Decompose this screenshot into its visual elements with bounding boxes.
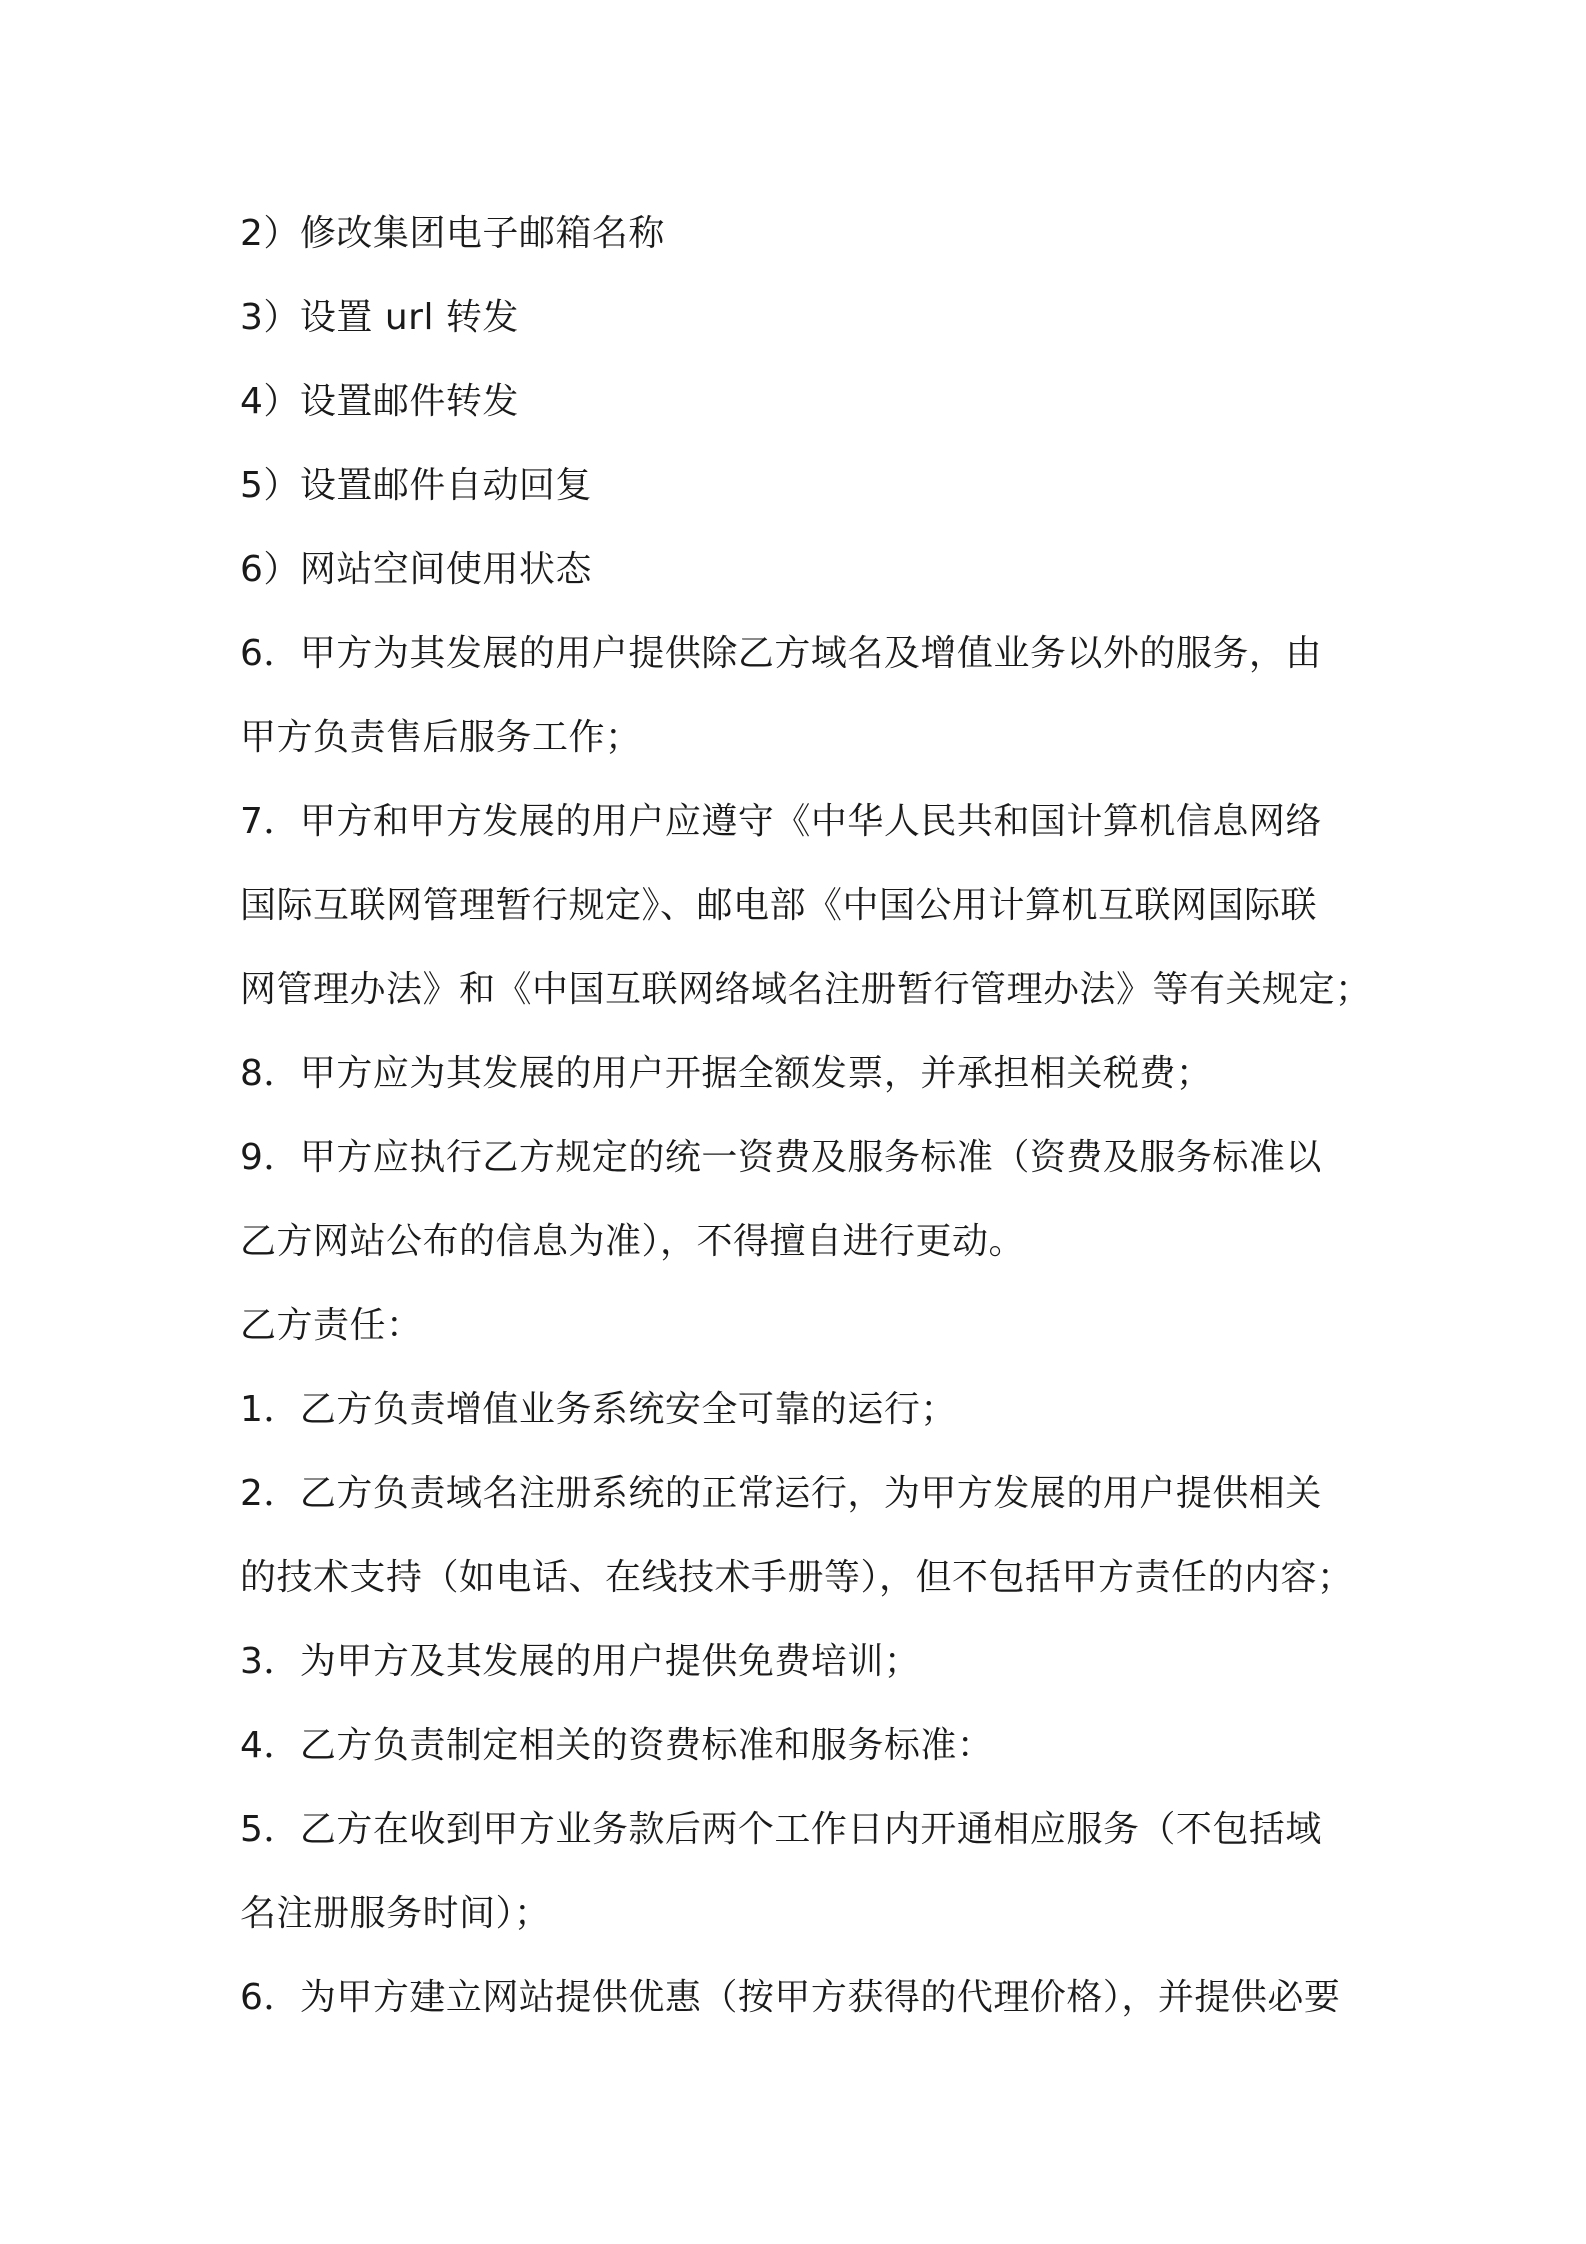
section-heading-party-b-responsibilities: 乙方责任： (240, 1305, 423, 1346)
clause-7-line-1: 7．甲方和甲方发展的用户应遵守《中华人民共和国计算机信息网络 (240, 801, 1322, 842)
clause-9-line-2: 乙方网站公布的信息为准），不得擅自进行更动。 (240, 1221, 1026, 1262)
list-item-website-space-status: 6）网站空间使用状态 (240, 549, 592, 590)
list-item-set-auto-reply: 5）设置邮件自动回复 (240, 465, 592, 506)
list-item-set-mail-forwarding: 4）设置邮件转发 (240, 381, 519, 422)
party-b-clause-3: 3．为甲方及其发展的用户提供免费培训； (240, 1641, 921, 1682)
party-b-clause-2-line-2: 的技术支持（如电话、在线技术手册等），但不包括甲方责任的内容； (240, 1557, 1354, 1598)
party-b-clause-5-line-1: 5．乙方在收到甲方业务款后两个工作日内开通相应服务（不包括域 (240, 1809, 1322, 1850)
clause-9-line-1: 9．甲方应执行乙方规定的统一资费及服务标准（资费及服务标准以 (240, 1137, 1322, 1178)
party-b-clause-5-line-2: 名注册服务时间）； (240, 1893, 551, 1934)
party-b-clause-2-line-1: 2．乙方负责域名注册系统的正常运行，为甲方发展的用户提供相关 (240, 1473, 1322, 1514)
party-b-clause-4: 4．乙方负责制定相关的资费标准和服务标准： (240, 1725, 994, 1766)
document-body (240, 192, 1380, 2040)
party-b-clause-6-line-1: 6．为甲方建立网站提供优惠（按甲方获得的代理价格），并提供必要 (240, 1977, 1341, 2018)
clause-7-line-3: 网管理办法》和《中国互联网络域名注册暂行管理办法》等有关规定； (240, 969, 1372, 1010)
clause-8-line-1: 8．甲方应为其发展的用户开据全额发票，并承担相关税费； (240, 1053, 1213, 1094)
clause-7-line-2: 国际互联网管理暂行规定》、邮电部《中国公用计算机互联网国际联 (240, 885, 1318, 926)
list-item-set-url-forwarding: 3）设置 url 转发 (240, 297, 519, 338)
party-b-clause-1: 1．乙方负责增值业务系统安全可靠的运行； (240, 1389, 957, 1430)
list-item-modify-group-email-name: 2）修改集团电子邮箱名称 (240, 213, 665, 254)
clause-6-line-2: 甲方负责售后服务工作； (240, 717, 642, 758)
clause-6-line-1: 6．甲方为其发展的用户提供除乙方域名及增值业务以外的服务，由 (240, 633, 1322, 674)
